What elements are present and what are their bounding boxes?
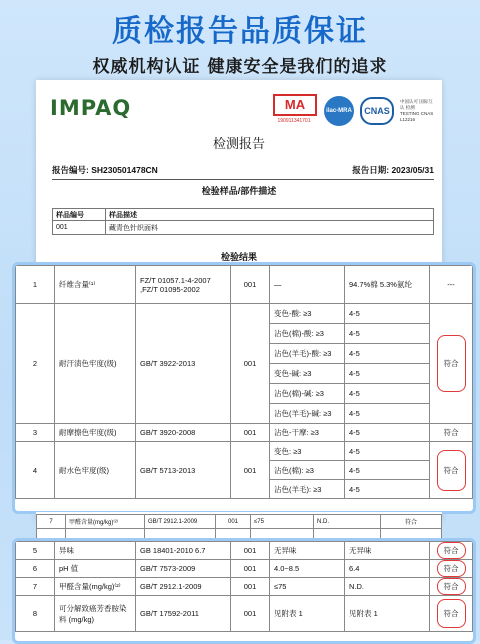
row-no: 4 (16, 442, 55, 499)
row-verdict: 符合 (381, 515, 442, 529)
row-sample: 001 (231, 304, 270, 424)
sub-req: 沾色(羊毛)-酸: ≥3 (270, 344, 345, 364)
verdict-badge: 符合 (437, 578, 466, 595)
row-method: GB/T 3920-2008 (136, 424, 231, 442)
sub-req: 沾色(棉)-碱: ≥3 (270, 384, 345, 404)
row-no: 8 (16, 596, 55, 632)
row-no: 5 (16, 542, 55, 560)
sub-req: 沾色(羊毛)-碱: ≥3 (270, 404, 345, 424)
row-sample: 001 (216, 515, 251, 529)
cma-label: MA (273, 94, 317, 116)
row-req: 无异味 (270, 542, 345, 560)
row-item: 异味 (55, 542, 136, 560)
row-method: GB/T 3922-2013 (136, 304, 231, 424)
row-result: N.D. (314, 515, 381, 529)
table-row (16, 560, 473, 578)
sub-result: 4-5 (345, 442, 430, 461)
row-result: N.D. (345, 578, 430, 596)
row-req: 见附表 1 (270, 596, 345, 632)
row-req: — (270, 266, 345, 304)
row-method: GB 18401-2010 6.7 (136, 542, 231, 560)
partial-table-strip (36, 512, 442, 540)
row-verdict (430, 578, 473, 596)
row-method: GB/T 5713-2013 (136, 442, 231, 499)
row-result: 见附表 1 (345, 596, 430, 632)
report-number: 报告编号: SH230501478CN (52, 165, 158, 175)
row-result: 94.7%棉 5.3%氨纶 (345, 266, 430, 304)
ilac-mra-logo: ilac-MRA (324, 96, 354, 126)
cma-logo (270, 94, 318, 128)
row-no: 3 (16, 424, 55, 442)
row-item: 耐摩擦色牢度(级) (55, 424, 136, 442)
table-row (16, 424, 473, 442)
row-no: 2 (16, 304, 55, 424)
sample-cell-no: 001 (53, 221, 106, 235)
report-title: 检测报告 (212, 136, 265, 151)
table-row (16, 596, 473, 632)
row-method: GB/T 2912.1-2009 (136, 578, 231, 596)
verdict-cell (430, 304, 473, 424)
row-method: GB/T 17592-2011 (136, 596, 231, 632)
row-no: 6 (16, 560, 55, 578)
sub-result: 4-5 (345, 480, 430, 499)
row-method: GB/T 2912.1-2009 (145, 515, 216, 529)
sub-req: 变色-酸: ≥3 (270, 304, 345, 324)
sub-req: 沾色(棉)-酸: ≥3 (270, 324, 345, 344)
cma-number: 190911341701 (277, 118, 311, 124)
results-table (15, 265, 473, 499)
row-sample: 001 (231, 424, 270, 442)
table-row (16, 542, 473, 560)
sub-result: 4-5 (345, 404, 430, 424)
sub-req: 沾色(羊毛): ≥3 (270, 480, 345, 499)
table-row (16, 266, 473, 304)
verdict-badge: 符合 (437, 599, 466, 628)
sub-result: 4-5 (345, 461, 430, 480)
row-item: 耐水色牢度(级) (55, 442, 136, 499)
row-result: 4-5 (345, 424, 430, 442)
sub-result: 4-5 (345, 344, 430, 364)
sub-req: 沾色(棉): ≥3 (270, 461, 345, 480)
cnas-note: 中国认可 国际互认 检测 TESTING CNAS L12216 (400, 99, 434, 122)
row-req: 沾色-干摩: ≥3 (270, 424, 345, 442)
row-req: 4.0~8.5 (270, 560, 345, 578)
sub-result: 4-5 (345, 304, 430, 324)
row-method: GB/T 7573-2009 (136, 560, 231, 578)
row-method: FZ/T 01057.1-4-2007 ,FZ/T 01095-2002 (136, 266, 231, 304)
row-req: ≤75 (270, 578, 345, 596)
row-item: 纤维含量⁽¹⁾ (55, 266, 136, 304)
hero-subtitle: 权威机构认证 健康安全是我们的追求 (92, 57, 388, 77)
sub-result: 4-5 (345, 364, 430, 384)
row-req: ≤75 (251, 515, 314, 529)
bottom-table (15, 541, 473, 632)
row-verdict (430, 596, 473, 632)
table-row (16, 578, 473, 596)
row-item: pH 值 (55, 560, 136, 578)
sub-result: 4-5 (345, 384, 430, 404)
verdict-cell (430, 442, 473, 499)
row-item: 可分解致癌芳香胺染料 (mg/kg) (55, 596, 136, 632)
results-section-title: 检验结果 (220, 252, 257, 262)
verdict-badge: 符合 (437, 560, 466, 577)
row-sample: 001 (231, 578, 270, 596)
results-highlight (12, 262, 476, 514)
sample-cell-desc: 藏青色针织面料 (106, 221, 434, 235)
row-no: 7 (37, 515, 66, 529)
row-verdict: --- (430, 266, 473, 304)
verdict-badge: 符合 (437, 335, 466, 392)
row-item: 耐汗渍色牢度(级) (55, 304, 136, 424)
report-date: 报告日期: 2023/05/31 (352, 165, 434, 175)
row-verdict (430, 542, 473, 560)
sub-req: 变色: ≥3 (270, 442, 345, 461)
impaq-logo: IMPAQ (50, 96, 132, 120)
row-verdict (430, 560, 473, 578)
verdict-badge: 符合 (437, 542, 466, 559)
row-no: 1 (16, 266, 55, 304)
row-result: 6.4 (345, 560, 430, 578)
row-sample: 001 (231, 560, 270, 578)
row-verdict: 符合 (430, 424, 473, 442)
bottom-highlight (12, 538, 476, 644)
row-no: 7 (16, 578, 55, 596)
row-item: 甲醛含量(mg/kg)⁽²⁾ (55, 578, 136, 596)
sample-header-desc: 样品描述 (106, 209, 434, 221)
certification-logos (270, 94, 434, 128)
sub-req: 变色-碱: ≥3 (270, 364, 345, 384)
row-sample: 001 (231, 266, 270, 304)
report-meta (52, 164, 434, 180)
row-item: 甲醛含量(mg/kg)⁽²⁾ (66, 515, 145, 529)
sample-header-no: 样品编号 (53, 209, 106, 221)
sample-section-title: 检验样品/部件描述 (201, 186, 277, 196)
hero-title: 质检报告品质保证 (112, 14, 368, 49)
row-sample: 001 (231, 542, 270, 560)
cnas-logo: CNAS (360, 97, 394, 125)
sub-result: 4-5 (345, 324, 430, 344)
sample-table (52, 208, 434, 235)
row-sample: 001 (231, 596, 270, 632)
verdict-badge: 符合 (437, 450, 466, 491)
row-result: 无异味 (345, 542, 430, 560)
row-sample: 001 (231, 442, 270, 499)
